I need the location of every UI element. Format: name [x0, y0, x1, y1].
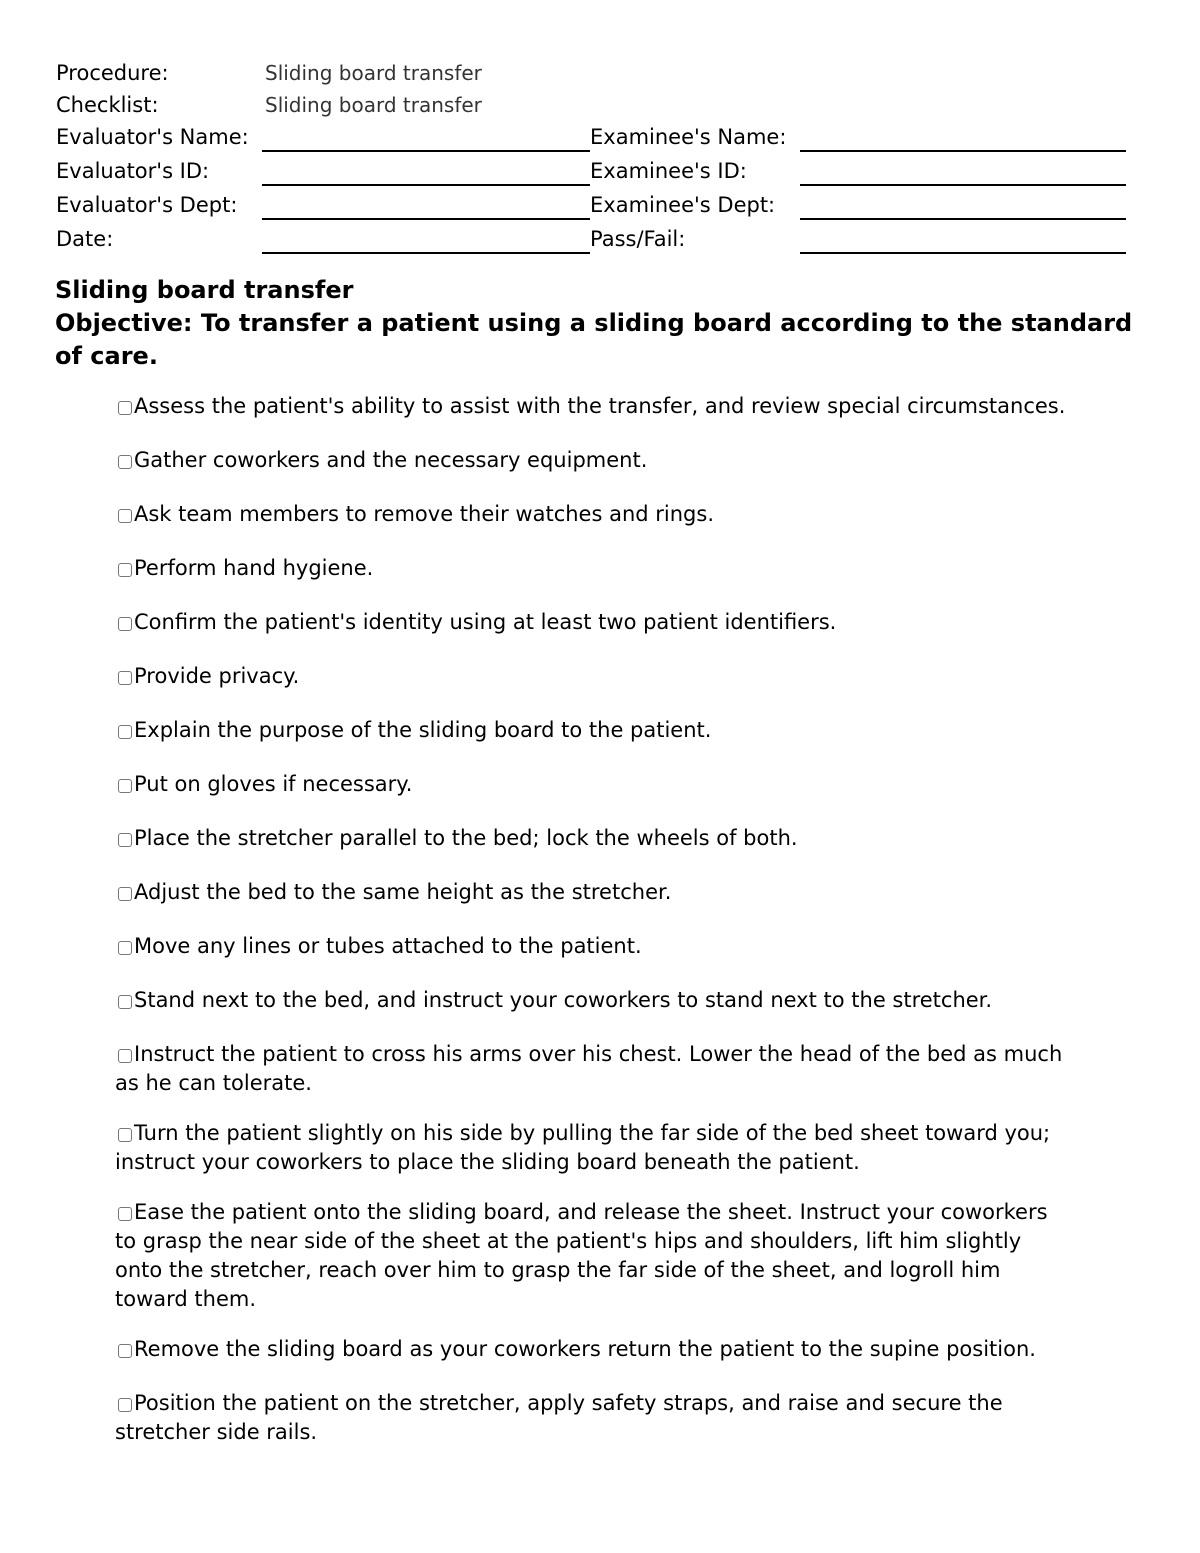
checkbox-icon[interactable] — [118, 1207, 132, 1221]
evaluator-name-label: Evaluator's Name: — [56, 125, 249, 149]
checklist-value: Sliding board transfer — [265, 93, 482, 117]
section-heading — [55, 274, 1135, 373]
date-label: Date: — [56, 227, 114, 251]
checkbox-icon[interactable] — [118, 563, 132, 577]
checklist-item — [115, 1198, 1075, 1314]
checklist-item — [115, 608, 1075, 637]
examinee-dept-field[interactable] — [800, 218, 1126, 220]
checklist-item — [115, 824, 1075, 853]
checklist-item — [115, 500, 1075, 529]
step-text: Put on gloves if necessary. — [134, 772, 413, 796]
checkbox-icon[interactable] — [118, 671, 132, 685]
checklist-item — [115, 1119, 1075, 1177]
checklist-item — [115, 392, 1075, 421]
checklist-item — [115, 1335, 1075, 1364]
evaluator-dept-field[interactable] — [262, 218, 590, 220]
examinee-name-field[interactable] — [800, 150, 1126, 152]
checkbox-icon[interactable] — [118, 1398, 132, 1412]
step-text: Ask team members to remove their watches and rings. — [134, 502, 714, 526]
step-text: Turn the patient slightly on his side by pulling the far side of the bed sheet toward you; instruct your coworkers to place the sliding board beneath the patient. — [115, 1121, 1051, 1174]
checklist-item — [115, 716, 1075, 745]
pass-fail-label: Pass/Fail: — [590, 227, 686, 251]
checkbox-icon[interactable] — [118, 779, 132, 793]
procedure-label: Procedure: — [56, 61, 169, 85]
examinee-id-field[interactable] — [800, 184, 1126, 186]
step-text: Stand next to the bed, and instruct your coworkers to stand next to the stretcher. — [134, 988, 993, 1012]
checklist-item — [115, 446, 1075, 475]
checkbox-icon[interactable] — [118, 1344, 132, 1358]
checklist-label: Checklist: — [56, 93, 159, 117]
evaluator-id-label: Evaluator's ID: — [56, 159, 210, 183]
checkbox-icon[interactable] — [118, 509, 132, 523]
checklist-steps — [115, 392, 1075, 1468]
checkbox-icon[interactable] — [118, 1049, 132, 1063]
step-text: Place the stretcher parallel to the bed; lock the wheels of both. — [134, 826, 798, 850]
checklist-item — [115, 878, 1075, 907]
step-text: Gather coworkers and the necessary equipment. — [134, 448, 648, 472]
pass-fail-field[interactable] — [800, 252, 1126, 254]
date-field[interactable] — [262, 252, 590, 254]
step-text: Confirm the patient's identity using at least two patient identifiers. — [134, 610, 837, 634]
section-objective: Objective: To transfer a patient using a sliding board according to the standard of care. — [55, 309, 1133, 370]
checklist-item — [115, 770, 1075, 799]
checkbox-icon[interactable] — [118, 1128, 132, 1142]
examinee-dept-label: Examinee's Dept: — [590, 193, 776, 217]
section-title: Sliding board transfer — [55, 276, 354, 304]
checkbox-icon[interactable] — [118, 617, 132, 631]
examinee-id-label: Examinee's ID: — [590, 159, 747, 183]
examinee-name-label: Examinee's Name: — [590, 125, 787, 149]
step-text: Remove the sliding board as your coworkers return the patient to the supine position. — [134, 1337, 1036, 1361]
step-text: Position the patient on the stretcher, apply safety straps, and raise and secure the stretcher side rails. — [115, 1391, 1003, 1444]
evaluator-name-field[interactable] — [262, 150, 590, 152]
evaluator-dept-label: Evaluator's Dept: — [56, 193, 238, 217]
step-text: Ease the patient onto the sliding board, and release the sheet. Instruct your coworkers to grasp the near side of the sheet at the patient's hips and shoulders, lift him slightly onto the stretcher, reach over him to grasp the far side of the sheet, and logroll him toward them. — [115, 1200, 1048, 1311]
checkbox-icon[interactable] — [118, 401, 132, 415]
checkbox-icon[interactable] — [118, 995, 132, 1009]
checklist-item — [115, 1389, 1075, 1447]
checkbox-icon[interactable] — [118, 833, 132, 847]
checklist-item — [115, 554, 1075, 583]
checklist-item — [115, 1040, 1075, 1098]
step-text: Assess the patient's ability to assist with the transfer, and review special circumstances. — [134, 394, 1066, 418]
step-text: Provide privacy. — [134, 664, 300, 688]
procedure-value: Sliding board transfer — [265, 61, 482, 85]
checklist-item — [115, 986, 1075, 1015]
checkbox-icon[interactable] — [118, 455, 132, 469]
checkbox-icon[interactable] — [118, 941, 132, 955]
step-text: Adjust the bed to the same height as the stretcher. — [134, 880, 672, 904]
step-text: Explain the purpose of the sliding board to the patient. — [134, 718, 712, 742]
step-text: Instruct the patient to cross his arms over his chest. Lower the head of the bed as much as he can tolerate. — [115, 1042, 1063, 1095]
step-text: Move any lines or tubes attached to the patient. — [134, 934, 642, 958]
checkbox-icon[interactable] — [118, 887, 132, 901]
checklist-item — [115, 932, 1075, 961]
checklist-item — [115, 662, 1075, 691]
checkbox-icon[interactable] — [118, 725, 132, 739]
evaluator-id-field[interactable] — [262, 184, 590, 186]
step-text: Perform hand hygiene. — [134, 556, 374, 580]
